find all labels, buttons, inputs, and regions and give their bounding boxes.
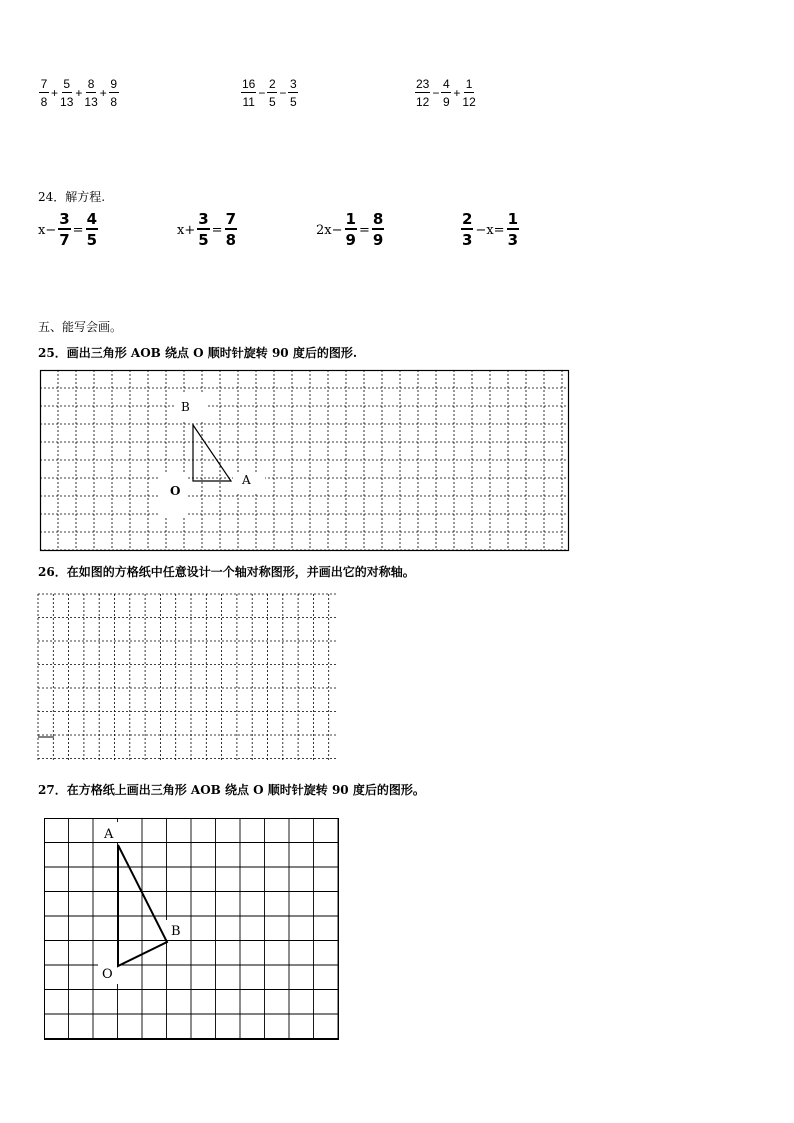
q26-title: 26．在如图的方格纸中任意设计一个轴对称图形，并画出它的对称轴。 (38, 565, 415, 579)
fraction: $\frac{16}{11}$ (242, 77, 256, 109)
fraction: $\frac{9}{8}$ (110, 77, 118, 109)
q24-title: 24．解方程. (38, 190, 106, 204)
fraction: $\frac{5}{13}$ (60, 77, 74, 109)
grid-lines (40, 370, 569, 551)
equation-4: $\frac{2}{3}$ −x= $\frac{1}{3}$ (462, 210, 518, 249)
vertex-label-b: B (171, 924, 181, 939)
triangle-aob (118, 845, 167, 966)
equation-1: x− $\frac{3}{7}$ = $\frac{4}{5}$ (38, 210, 98, 249)
equation-3: 2x− $\frac{1}{9}$ = $\frac{8}{9}$ (316, 210, 384, 249)
vertex-label-b: B (181, 400, 190, 414)
triangle-aob (193, 425, 231, 481)
fraction: $\frac{2}{5}$ (269, 77, 276, 109)
calc-expression-2: $\frac{16}{11}$ − $\frac{2}{5}$ − $\frac{3}{5}$ (242, 77, 297, 109)
calc-expression-3: $\frac{23}{12}$ − $\frac{4}{9}$ + $\frac{1}{12}$ (416, 77, 476, 109)
fraction: $\frac{7}{8}$ (40, 77, 48, 109)
q25-title: 25．画出三角形 AOB 绕点 O 顺时针旋转 90 度后的图形. (38, 346, 358, 360)
q27-title: 27．在方格纸上画出三角形 AOB 绕点 O 顺时针旋转 90 度后的图形。 (38, 783, 425, 797)
q27-square-grid[interactable] (44, 818, 340, 1042)
equation-2: x+ $\frac{3}{5}$ = $\frac{7}{8}$ (177, 210, 237, 249)
grid-border (45, 819, 339, 1040)
fraction: $\frac{23}{12}$ (416, 77, 430, 109)
vertex-label-a: A (242, 473, 251, 487)
q26-dotted-grid[interactable] (38, 594, 338, 762)
q25-dotted-grid[interactable] (40, 370, 570, 552)
grid-lines (44, 818, 339, 1040)
section-5-title: 五、能写会画。 (38, 320, 123, 334)
grid-lines (38, 594, 336, 760)
vertex-label-a: A (104, 827, 114, 842)
vertex-label-o: O (102, 967, 113, 982)
fraction: $\frac{3}{5}$ (290, 77, 297, 109)
vertex-label-o: O (170, 484, 181, 498)
fraction: $\frac{1}{12}$ (462, 77, 476, 109)
fraction: $\frac{8}{13}$ (84, 77, 98, 109)
calc-expression-1: $\frac{7}{8}$ + $\frac{5}{13}$ + $\frac{8}{13}$ + $\frac{9}{8}$ (40, 77, 118, 109)
grid-border (41, 371, 569, 551)
fraction: $\frac{4}{9}$ (443, 77, 450, 109)
